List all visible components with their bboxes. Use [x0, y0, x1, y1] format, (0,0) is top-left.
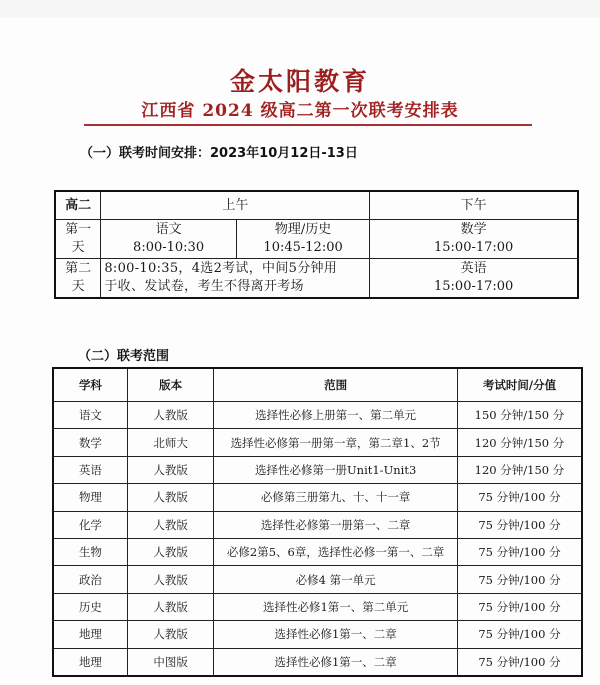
day2-label: 第二 天 — [55, 259, 101, 299]
table-row — [53, 566, 582, 593]
day2-am-note: 8:00-10:35，4选2考试，中间5分钟用 于收、发试卷，考生不得离开考场 — [101, 259, 370, 299]
subject-cell: 英语 — [53, 456, 127, 483]
column-header-scope: 范围 — [214, 368, 458, 402]
scope-cell: 选择性必修1第一、二章 — [214, 648, 458, 676]
table-row — [53, 402, 582, 429]
edition-cell: 人教版 — [127, 456, 213, 483]
schedule-morning-header: 上午 — [101, 191, 370, 220]
edition-cell: 人教版 — [127, 621, 213, 648]
scope-cell: 选择性必修第一册第一章，第二章1、2节 — [214, 429, 458, 456]
time-score-cell: 75 分钟/100 分 — [457, 511, 582, 538]
subject-cell: 生物 — [53, 538, 127, 565]
schedule-afternoon-header: 下午 — [370, 191, 578, 220]
section2-heading: （二）联考范围 — [78, 349, 170, 364]
day1-label: 第一 天 — [55, 220, 101, 259]
subject-cell: 物理 — [53, 484, 127, 511]
time-score-cell: 120 分钟/150 分 — [457, 456, 582, 483]
document-title: 江西省 2024 级高二第一次联考安排表 — [141, 101, 459, 121]
table-row — [53, 593, 582, 620]
subject-cell: 地理 — [53, 648, 127, 676]
scope-cell: 必修4 第一单元 — [214, 566, 458, 593]
edition-cell: 北师大 — [127, 429, 213, 456]
exam-scope-table — [52, 367, 583, 677]
edition-cell: 中图版 — [127, 648, 213, 676]
scope-cell: 选择性必修第一册第一、二章 — [214, 511, 458, 538]
day1-am2-cell: 物理/历史 10:45-12:00 — [236, 220, 370, 259]
time-score-cell: 75 分钟/100 分 — [457, 648, 582, 676]
scope-cell: 选择性必修1第一、二章 — [214, 621, 458, 648]
day1-am1-cell: 语文 8:00-10:30 — [101, 220, 236, 259]
table-row — [53, 456, 582, 483]
edition-cell: 人教版 — [127, 484, 213, 511]
top-bar — [0, 0, 600, 18]
subject-cell: 数学 — [53, 429, 127, 456]
time-score-cell: 120 分钟/150 分 — [457, 429, 582, 456]
edition-cell: 人教版 — [127, 566, 213, 593]
column-header-time-score: 考试时间/分值 — [457, 368, 582, 402]
table-row — [53, 538, 582, 565]
schedule-corner-cell: 高二 — [55, 191, 101, 220]
edition-cell: 人教版 — [127, 402, 213, 429]
scope-cell: 选择性必修1第一、第二单元 — [214, 593, 458, 620]
time-score-cell: 75 分钟/100 分 — [457, 566, 582, 593]
subject-cell: 化学 — [53, 511, 127, 538]
time-score-cell: 75 分钟/100 分 — [457, 484, 582, 511]
edition-cell: 人教版 — [127, 538, 213, 565]
day2-pm-cell: 英语 15:00-17:00 — [370, 259, 578, 299]
day1-pm-cell: 数学 15:00-17:00 — [370, 220, 578, 259]
table-row — [53, 648, 582, 676]
table-header-row — [53, 368, 582, 402]
section1-heading: （一）联考时间安排：2023年10月12日-13日 — [80, 146, 358, 161]
scope-cell: 必修第三册第九、十、十一章 — [214, 484, 458, 511]
table-row — [53, 429, 582, 456]
subject-cell: 地理 — [53, 621, 127, 648]
subject-cell: 政治 — [53, 566, 127, 593]
table-row — [53, 484, 582, 511]
subject-cell: 历史 — [53, 593, 127, 620]
time-score-cell: 150 分钟/150 分 — [457, 402, 582, 429]
table-row — [53, 621, 582, 648]
scope-cell: 选择性必修上册第一、第二单元 — [214, 402, 458, 429]
scope-cell: 必修2第5、6章，选择性必修一第一、二章 — [214, 538, 458, 565]
time-score-cell: 75 分钟/100 分 — [457, 538, 582, 565]
title-divider — [84, 124, 532, 126]
column-header-subject: 学科 — [53, 368, 127, 402]
brand-title: 金太阳教育 — [229, 67, 370, 96]
subject-cell: 语文 — [53, 402, 127, 429]
edition-cell: 人教版 — [127, 511, 213, 538]
scope-cell: 选择性必修第一册Unit1-Unit3 — [214, 456, 458, 483]
time-score-cell: 75 分钟/100 分 — [457, 593, 582, 620]
table-row — [53, 511, 582, 538]
time-score-cell: 75 分钟/100 分 — [457, 621, 582, 648]
exam-schedule-table — [54, 190, 579, 299]
edition-cell: 人教版 — [127, 593, 213, 620]
column-header-edition: 版本 — [127, 368, 213, 402]
